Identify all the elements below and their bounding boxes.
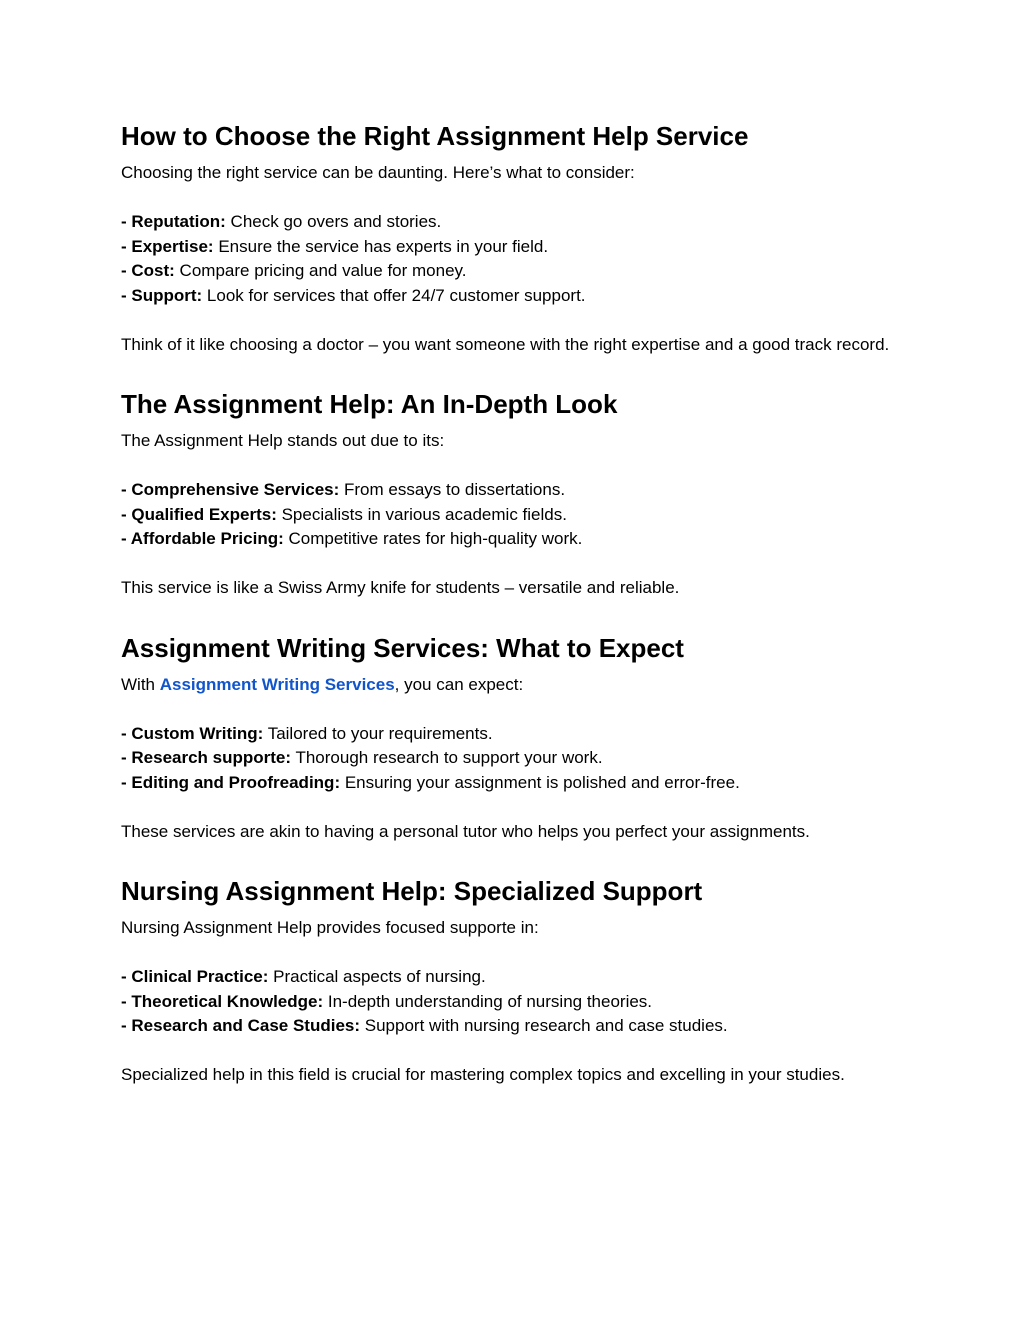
item-label: - Theoretical Knowledge:: [121, 991, 324, 1011]
section-in-depth-look: [121, 385, 911, 601]
document-page: [121, 117, 911, 1088]
list-item: [121, 965, 911, 990]
section-nursing-help: [121, 872, 911, 1088]
section-heading: Assignment Writing Services: What to Expect: [121, 632, 684, 663]
section-closing: Think of it like choosing a doctor – you want someone with the right expertise and a good track record.: [121, 334, 890, 354]
section-closing: These services are akin to having a personal tutor who helps you perfect your assignments.: [121, 821, 810, 841]
section-heading: Nursing Assignment Help: Specialized Support: [121, 876, 703, 906]
section-writing-services: [121, 629, 911, 845]
item-text: Specialists in various academic fields.: [276, 504, 567, 524]
list-item: [121, 771, 911, 796]
item-label: - Expertise:: [121, 236, 214, 256]
item-label: - Reputation:: [121, 212, 226, 231]
assignment-writing-services-link[interactable]: Assignment Writing Services: [159, 674, 395, 694]
section-choose-service: [121, 117, 911, 357]
item-label: - Cost:: [121, 261, 175, 280]
list-item: [121, 990, 911, 1015]
list-item: [121, 210, 911, 235]
intro-prefix: With: [121, 674, 160, 694]
item-text: Ensuring your assignment is polished and error-free.: [340, 772, 740, 792]
item-text: Tailored to your requirements.: [263, 723, 493, 743]
section-closing: Specialized help in this field is crucial for mastering complex topics and excelling in your studies.: [121, 1065, 845, 1084]
item-label: - Custom Writing:: [121, 723, 264, 743]
item-label: - Research and Case Studies:: [121, 1016, 361, 1035]
list-item: [121, 235, 911, 260]
section-intro: Choosing the right service can be daunting. Here’s what to consider:: [121, 163, 635, 182]
section-intro: [121, 673, 911, 698]
list-item: [121, 284, 911, 309]
section-heading: How to Choose the Right Assignment Help Service: [121, 121, 749, 151]
item-text: Thorough research to support your work.: [291, 748, 603, 767]
section-intro: The Assignment Help stands out due to its:: [121, 431, 445, 450]
list-item: [121, 527, 911, 552]
item-label: - Editing and Proofreading:: [121, 772, 341, 792]
list-item: [121, 746, 911, 771]
list-item: [121, 259, 911, 284]
intro-suffix: , you can expect:: [394, 674, 524, 694]
item-text: Look for services that offer 24/7 customer support.: [202, 285, 586, 305]
item-text: Practical aspects of nursing.: [268, 967, 486, 986]
list-item: [121, 722, 911, 747]
section-heading: The Assignment Help: An In-Depth Look: [121, 389, 618, 419]
list-item: [121, 503, 911, 528]
item-text: Competitive rates for high-quality work.: [283, 529, 583, 548]
item-text: Support with nursing research and case studies.: [360, 1016, 728, 1035]
item-label: - Qualified Experts:: [121, 504, 277, 524]
item-text: From essays to dissertations.: [339, 480, 566, 499]
item-label: - Affordable Pricing:: [121, 529, 284, 548]
item-text: In-depth understanding of nursing theories.: [323, 991, 653, 1011]
item-label: - Support:: [121, 285, 203, 305]
section-closing: This service is like a Swiss Army knife for students – versatile and reliable.: [121, 578, 680, 597]
section-intro: Nursing Assignment Help provides focused supporte in:: [121, 918, 539, 937]
list-item: [121, 1014, 911, 1039]
item-label: - Clinical Practice:: [121, 967, 269, 986]
list-item: [121, 478, 911, 503]
item-label: - Comprehensive Services:: [121, 480, 340, 499]
item-text: Check go overs and stories.: [225, 212, 442, 231]
item-text: Compare pricing and value for money.: [174, 261, 467, 280]
item-text: Ensure the service has experts in your field.: [213, 236, 549, 256]
item-label: - Research supporte:: [121, 748, 292, 767]
